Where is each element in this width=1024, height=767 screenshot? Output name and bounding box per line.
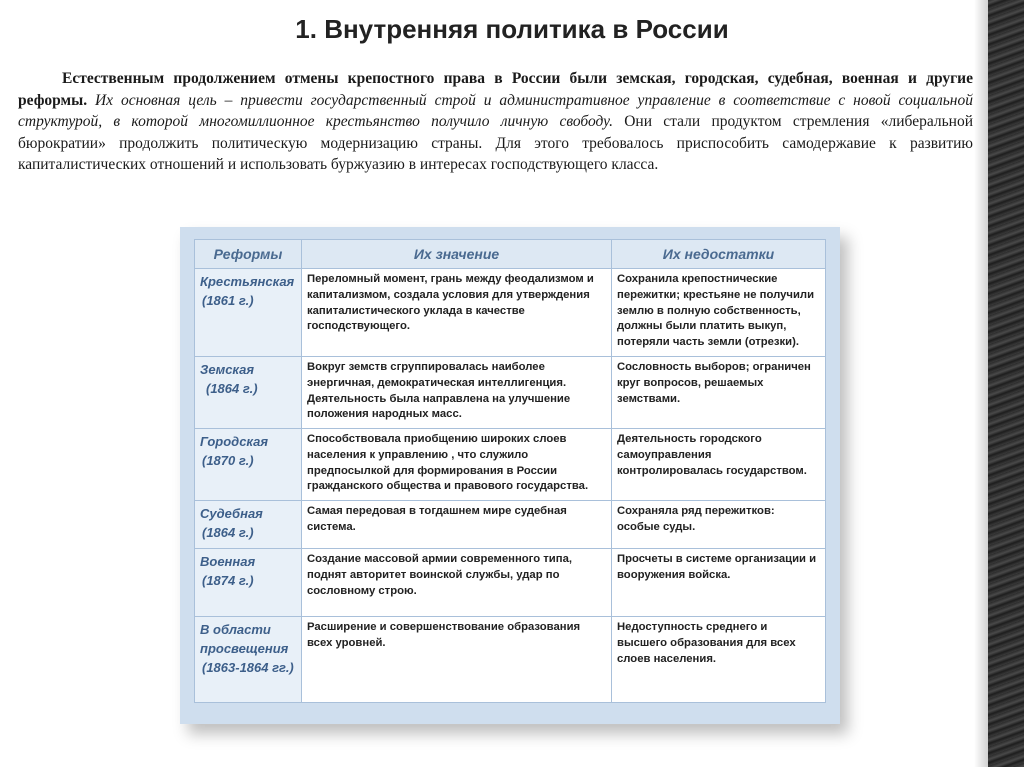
table-header-row <box>195 240 826 269</box>
paragraph-rest: Они стали продуктом стремления «либеральной бюрократии» продолжить политическую модернизацию страны. Для этого требовалось приспособить самодержавие к развитию капиталистических отношений и использовать буржуазию в интересах господствующего класса. <box>18 113 974 173</box>
paragraph-lead: Естественным продолжением отмены крепостного права в России были земская, городская, судебная, военная и другие реформы. <box>18 70 973 109</box>
flaws-cell: Недоступность среднего и высшего образования для всех слоев населения. <box>612 617 826 703</box>
flaws-cell: Сохранила крепостнические пережитки; крестьяне не получили землю в полную собственность, должны были платить выкуп, потеряли часть земли (отрезки). <box>612 269 826 357</box>
reforms-table-panel <box>180 227 840 724</box>
flaws-cell: Сословность выборов; ограничен круг вопросов, решаемых земствами. <box>612 357 826 429</box>
header-meaning: Их значение <box>302 240 612 269</box>
meaning-cell: Самая передовая в тогдашнем мире судебная система. <box>302 501 612 549</box>
reform-cell <box>195 549 302 617</box>
reform-name: Городская <box>200 434 269 449</box>
reform-year: (1864 г.) <box>202 525 254 540</box>
meaning-cell: Расширение и совершенствование образования всех уровней. <box>302 617 612 703</box>
header-flaws: Их недостатки <box>612 240 826 269</box>
slide-edge-texture <box>988 0 1024 767</box>
flaws-cell: Сохраняла ряд пережитков: особые суды. <box>612 501 826 549</box>
reform-cell <box>195 269 302 357</box>
paragraph-goal-label: Их основная цель <box>94 91 217 109</box>
meaning-cell: Способствовала приобщению широких слоев населения к управлению , что служило предпосылкой для формирования в России гражданского общества и правового государства. <box>302 429 612 501</box>
header-reforms: Реформы <box>195 240 302 269</box>
reform-cell <box>195 501 302 549</box>
reform-year: (1874 г.) <box>202 573 254 588</box>
paragraph-goal-text: – привести государственный строй и административное управление в соответствие с новой социальной структурой, в которой многомиллионное крестьянство получило личную свободу. <box>18 91 973 130</box>
table-row <box>195 501 826 549</box>
reform-name: Земская <box>200 362 255 377</box>
meaning-cell: Вокруг земств сгруппировалась наиболее энергичная, демократическая интеллигенция. Деятельность была направлена на улучшение положения народных масс. <box>302 357 612 429</box>
intro-paragraph <box>18 68 973 176</box>
page-title: 1. Внутренняя политика в России <box>295 14 729 44</box>
table-row <box>195 357 826 429</box>
reform-year: (1863-1864 гг.) <box>202 660 294 675</box>
reform-name: В области просвещения <box>200 622 289 656</box>
reform-cell <box>195 357 302 429</box>
table-row <box>195 617 826 703</box>
slide-edge-shadow <box>974 0 988 767</box>
reform-name: Крестьянская <box>200 274 295 289</box>
flaws-cell: Деятельность городского самоуправления контролировалась государством. <box>612 429 826 501</box>
reform-year: (1861 г.) <box>202 293 254 308</box>
table-row <box>195 429 826 501</box>
reform-year: (1864 г.) <box>206 381 258 396</box>
flaws-cell: Просчеты в системе организации и вооружения войска. <box>612 549 826 617</box>
table-row <box>195 549 826 617</box>
meaning-cell: Создание массовой армии современного типа, поднят авторитет воинской службы, удар по сословному строю. <box>302 549 612 617</box>
reform-name: Судебная <box>200 506 263 521</box>
reform-cell <box>195 617 302 703</box>
reform-year: (1870 г.) <box>202 453 254 468</box>
meaning-cell: Переломный момент, грань между феодализмом и капитализмом, создала условия для утверждения капиталистического уклада в качестве господствующего. <box>302 269 612 357</box>
table-row <box>195 269 826 357</box>
reform-name: Военная <box>200 554 256 569</box>
reform-cell <box>195 429 302 501</box>
reforms-table <box>194 239 826 703</box>
